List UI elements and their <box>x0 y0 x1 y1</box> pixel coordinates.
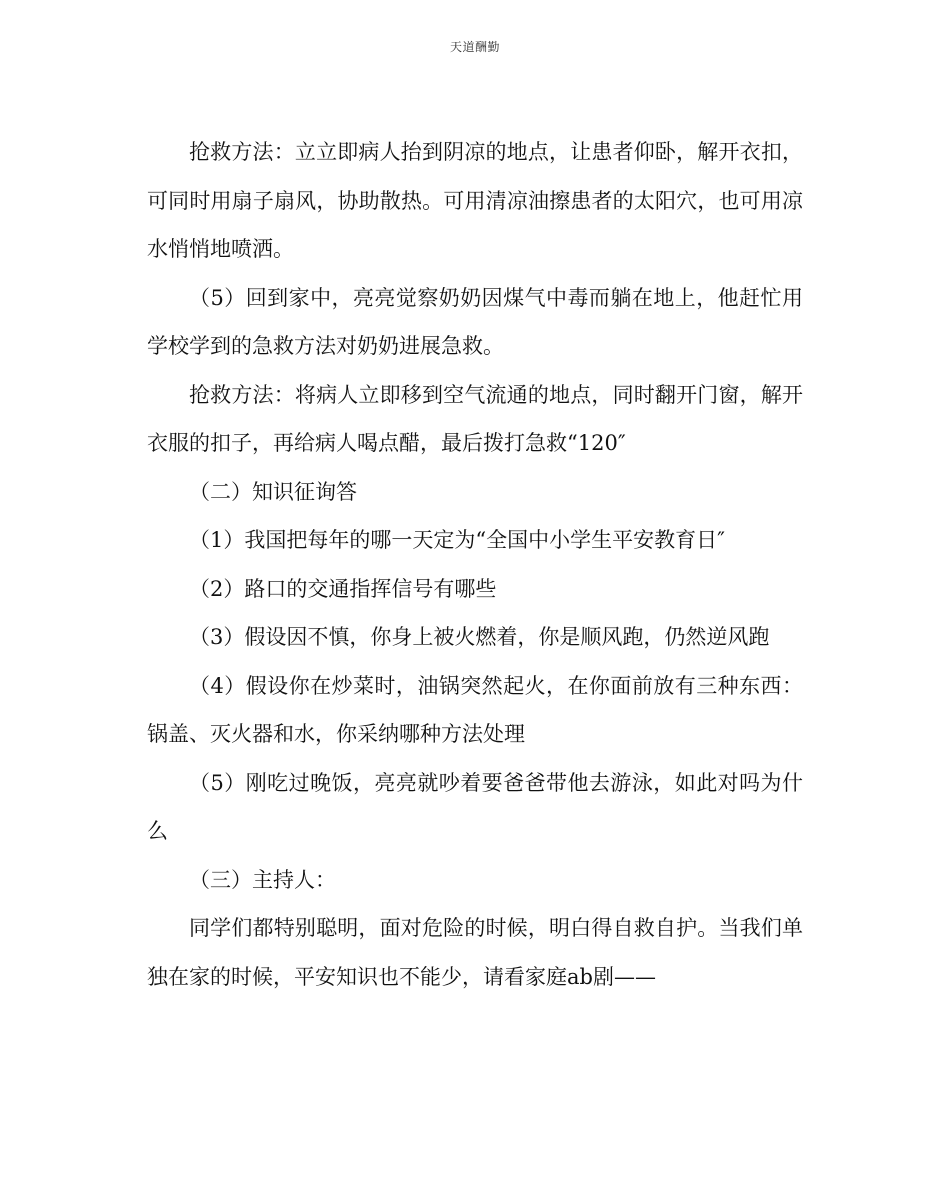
question-2: （2）路口的交通指挥信号有哪些 <box>189 576 497 601</box>
paragraph-rescue-method-gas: 抢救方法：将病人立即移到空气流通的地点，同时翻开门窗，解开衣服的扣子，再给病人喝点醋，最后拨打急救“120″ <box>147 382 803 455</box>
question-4: （4）假设你在炒菜时，油锅突然起火，在你面前放有三种东西：锅盖、灭火器和水，你采纳哪种方法处理 <box>147 673 803 746</box>
paragraph-rescue-method-heatstroke: 抢救方法：立立即病人抬到阴凉的地点，让患者仰卧，解开衣扣，可同时用扇子扇风，协助散热。可用清凉油擦患者的太阳穴，也可用凉水悄悄地喷洒。 <box>147 140 803 261</box>
question-5: （5）刚吃过晚饭，亮亮就吵着要爸爸带他去游泳，如此对吗为什么 <box>147 770 803 843</box>
paragraph-scenario-5-gas-poisoning: （5）回到家中，亮亮觉察奶奶因煤气中毒而躺在地上，他赶忙用学校学到的急救方法对奶奶进展急救。 <box>147 285 803 358</box>
question-3: （3）假设因不慎，你身上被火燃着，你是顺风跑，仍然逆风跑 <box>189 625 770 649</box>
page-header: 天道酬勤 <box>449 40 500 54</box>
section-heading-host: （三）主持人： <box>189 867 336 892</box>
section-heading-knowledge-qa: （二）知识征询答 <box>189 479 357 504</box>
paragraph-host-speech: 同学们都特别聪明，面对危险的时候，明白得自救自护。当我们单独在家的时候，平安知识也不能少，请看家庭ab剧—— <box>147 916 803 989</box>
document-body <box>147 128 803 1001</box>
question-1: （1）我国把每年的哪一天定为“全国中小学生平安教育日″ <box>189 528 725 552</box>
